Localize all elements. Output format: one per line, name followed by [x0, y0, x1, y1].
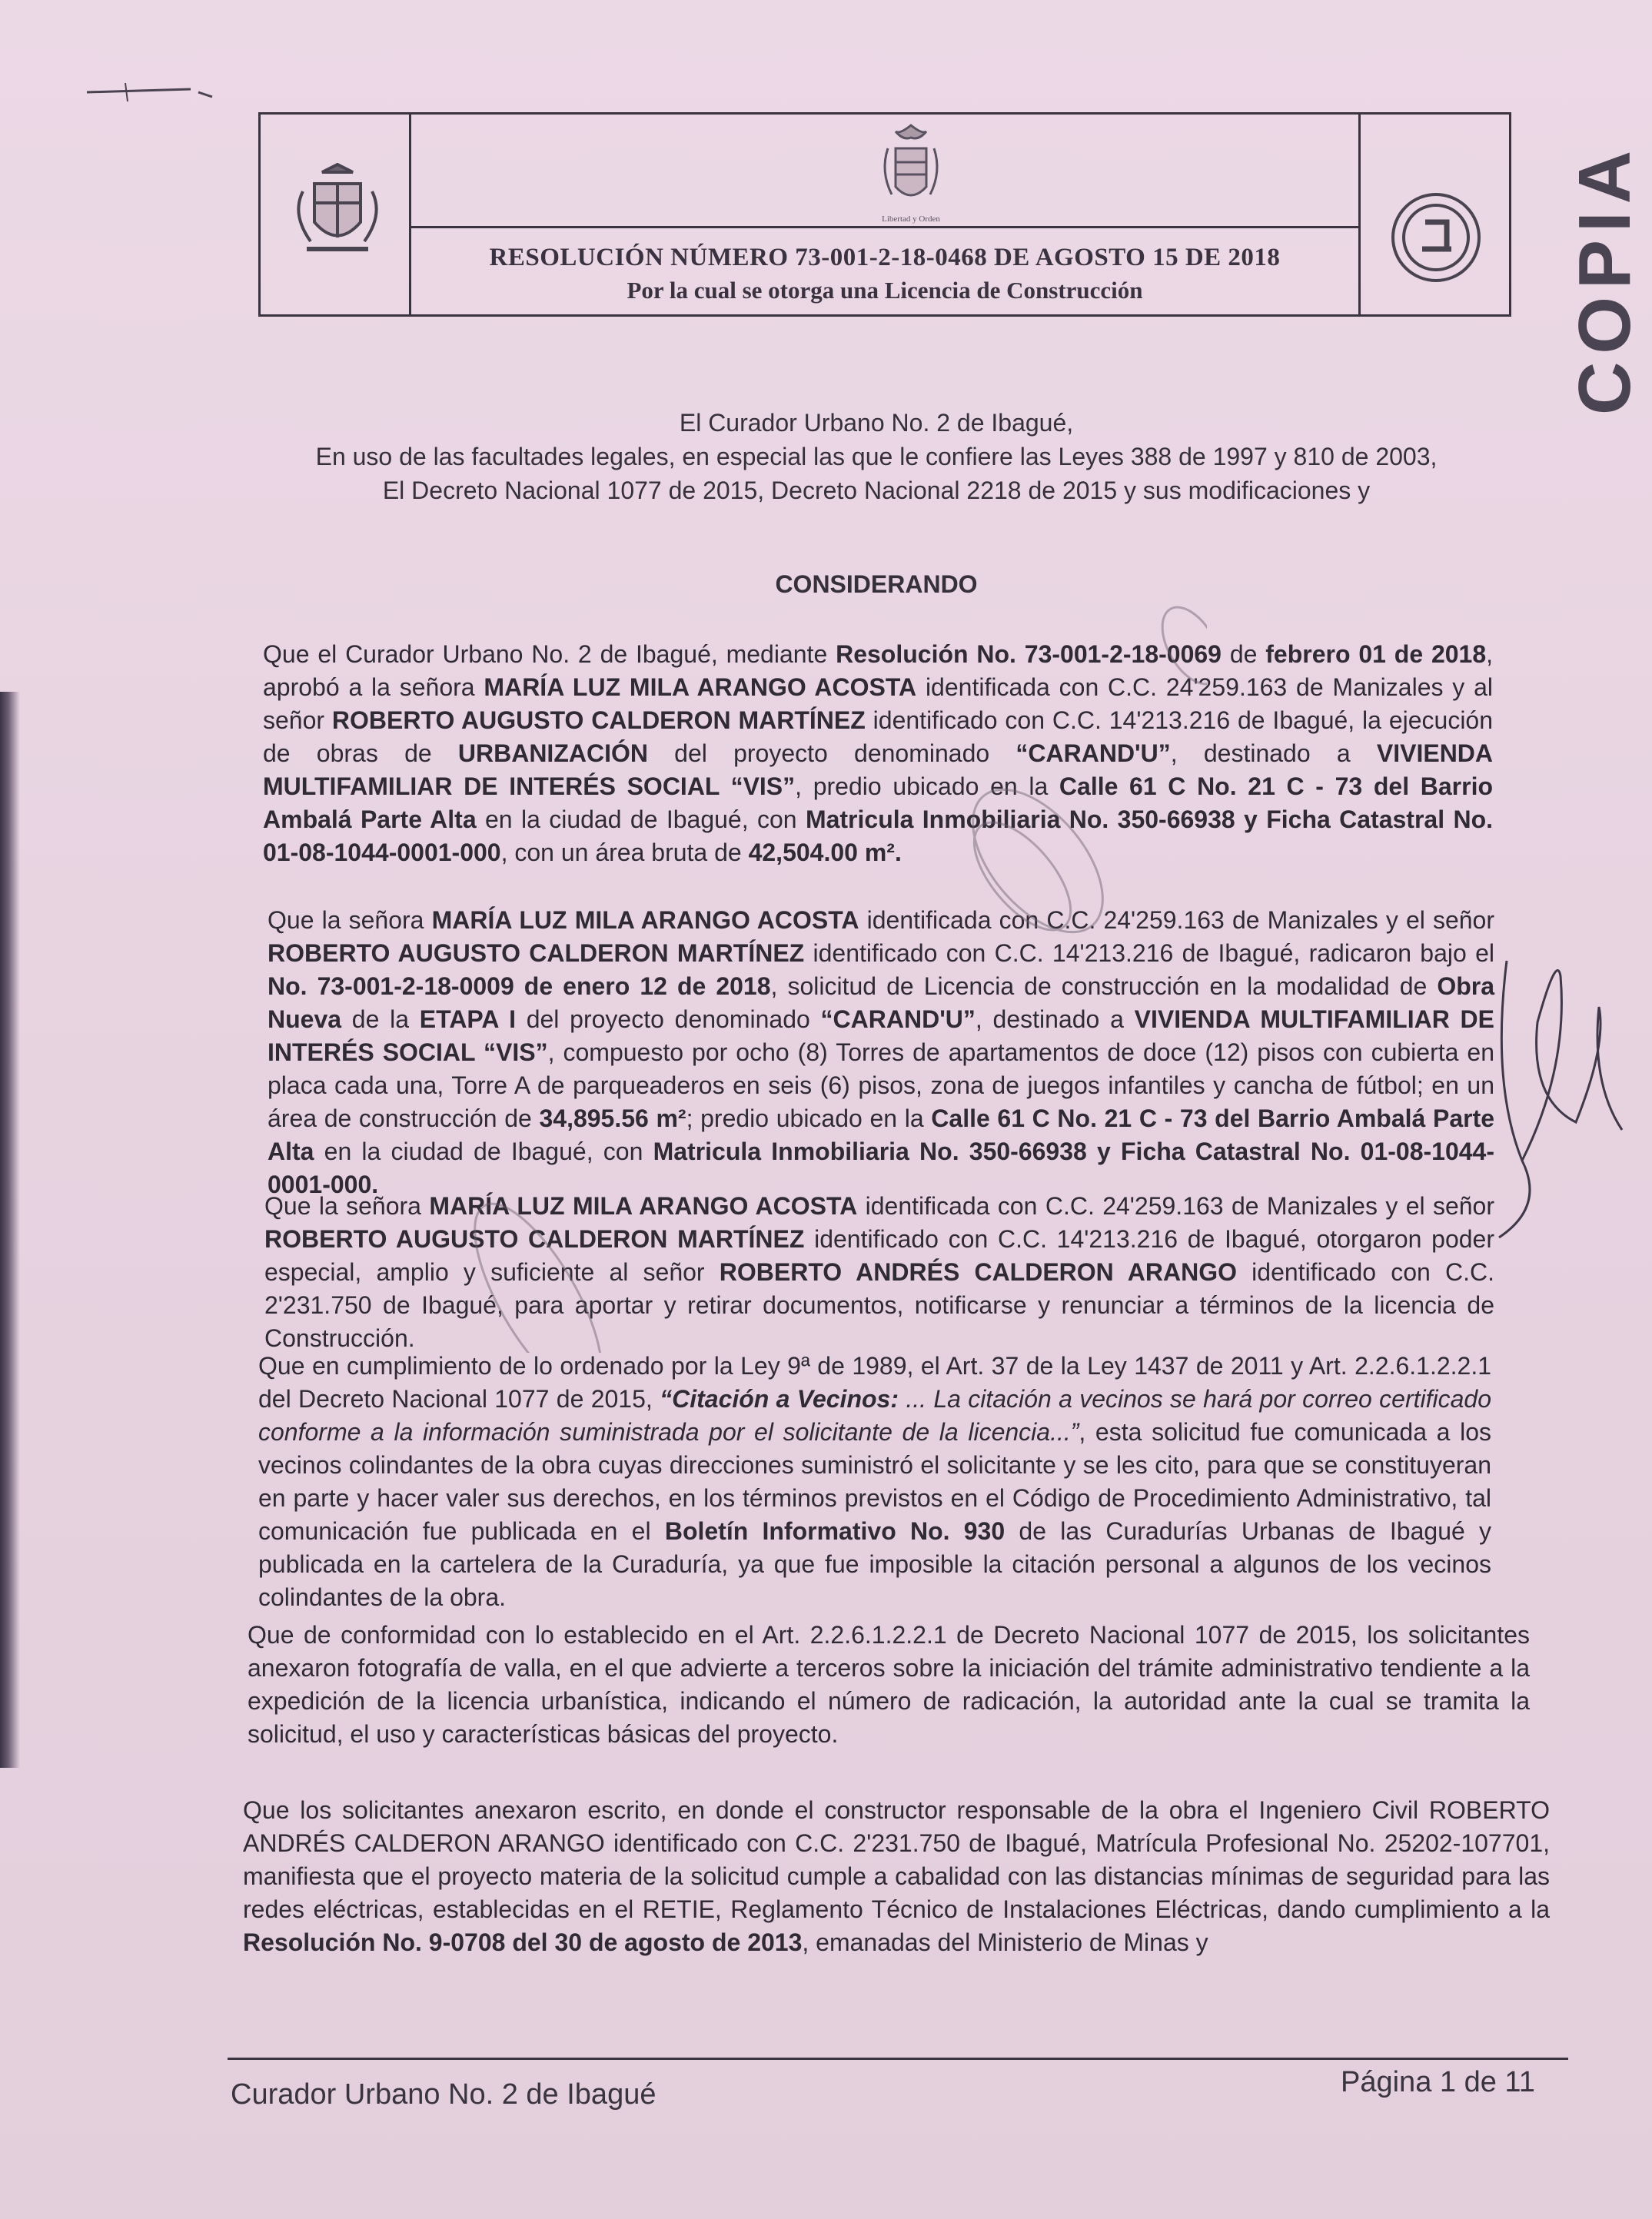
paragraph-run: identificado con C.C. 14'213.216 de Ibagué, la ejecución de obras de	[263, 706, 1494, 767]
paragraph-run: , predio ubicado en la	[795, 772, 1059, 800]
paragraph-run: febrero 01 de 2018	[1265, 640, 1487, 668]
page-number: Página 1 de 11	[1341, 2066, 1535, 2098]
paragraph-run: Matricula Inmobiliaria No. 350-66938 y Ficha Catastral No. 01-08-1044-0001-000.	[268, 1138, 1495, 1198]
paragraph-run: Que la señora	[264, 1192, 430, 1220]
handwritten-signature	[1476, 930, 1630, 1253]
preamble-line-3: El Decreto Nacional 1077 de 2015, Decreto Nacional 2218 de 2015 y sus modificaciones y	[382, 477, 1371, 504]
footer-office-name: Curador Urbano No. 2 de Ibagué	[231, 2078, 656, 2111]
paragraph-run: en la ciudad de Ibagué, con	[314, 1138, 653, 1165]
page-edge-shadow	[0, 692, 20, 1768]
paragraph-run: 34,895.56 m²	[539, 1105, 686, 1132]
paragraph-run: identificada con C.C. 24'259.163 de Manizales y el señor	[859, 906, 1495, 934]
colombia-emblem-cell	[411, 115, 1358, 228]
paragraph-run: Que los solicitantes anexaron escrito, en donde el constructor responsable de la obra el Ingeniero Civil ROBERTO ANDRÉS CALDERON ARANGO identificado con C.C. 2'231.750 de Ibagué, Matrícula Profesional No. 25202-107701, manifiesta que el proyecto materia de la solicitud cumple a cabalidad con las distancias mínimas de seguridad para las redes eléctricas, establecidas en el RETIE, Reglamento Técnico de Instalaciones Eléctricas, dando cumplimiento a la	[243, 1796, 1550, 1923]
preamble-line-2: En uso de las facultades legales, en especial las que le confiere las Leyes 388 de 1997 y 810 de 2003,	[315, 443, 1438, 470]
paragraph-5	[248, 1619, 1530, 1751]
paragraph-run: ROBERTO AUGUSTO CALDERON MARTÍNEZ	[264, 1225, 805, 1253]
paragraph-run: MARÍA LUZ MILA ARANGO ACOSTA	[484, 673, 917, 701]
paragraph-run: Que de conformidad con lo establecido en el Art. 2.2.6.1.2.2.1 de Decreto Nacional 1077 de 2015, los solicitantes anexaron fotografía de valla, en el que advierte a terceros sobre la iniciación del trámite administrativo tendiente a la expedición de la licencia urbanística, indicando el número de radicación, la autoridad ante la cual se tramita la solicitud, el uso y características básicas del proyecto.	[248, 1621, 1530, 1748]
paragraph-run: ; predio ubicado en la	[686, 1105, 932, 1132]
resolution-subtitle: Por la cual se otorga una Licencia de Construcción	[627, 277, 1143, 304]
resolution-title: RESOLUCIÓN NÚMERO 73-001-2-18-0468 DE AGOSTO 15 DE 2018	[489, 244, 1281, 271]
ibague-coat-of-arms-cell	[261, 115, 411, 314]
paragraph-run: , compuesto por ocho (8) Torres de apartamentos de doce (12) pisos con cubierta en placa cada una, Torre A de parqueaderos en seis (6) pisos, zona de juegos infantiles y cancha de fútbol; en un área de construcción de	[268, 1038, 1495, 1132]
considerando-heading: CONSIDERANDO	[775, 570, 978, 598]
preamble	[231, 406, 1522, 507]
paragraph-run: en la ciudad de Ibagué, con	[476, 806, 806, 833]
paragraph-run: Boletín Informativo No. 930	[664, 1517, 1005, 1545]
ibague-coat-of-arms-icon	[261, 115, 411, 314]
footer-rule	[228, 2058, 1568, 2060]
paragraph-6	[243, 1794, 1550, 1959]
paragraph-run: , solicitud de Licencia de construcción en la modalidad de	[770, 972, 1438, 1000]
paragraph-run: Resolución No. 73-001-2-18-0069	[836, 640, 1222, 668]
curaduria-seal-cell	[1358, 115, 1509, 314]
paragraph-run: , emanadas del Ministerio de Minas y	[802, 1928, 1208, 1956]
paragraph-run: 42,504.00 m².	[748, 839, 902, 866]
paragraph-run: Obra Nueva	[268, 972, 1495, 1033]
paragraph-run: “CARAND'U”	[820, 1005, 976, 1033]
resolution-header	[258, 112, 1511, 317]
paragraph-run: , aprobó a la señora	[263, 640, 1494, 701]
paragraph-run: MARÍA LUZ MILA ARANGO ACOSTA	[429, 1192, 858, 1220]
paragraph-run: VIVIENDA MULTIFAMILIAR DE INTERÉS SOCIAL “VIS”	[268, 1005, 1494, 1066]
paragraph-run: VIVIENDA MULTIFAMILIAR DE INTERÉS SOCIAL “VIS”	[263, 739, 1494, 800]
paragraph-run: identificado con C.C. 14'213.216 de Ibagué, radicaron bajo el	[804, 939, 1495, 967]
paragraph-run: de la	[341, 1005, 420, 1033]
paragraph-run: de	[1221, 640, 1266, 668]
pencil-mark	[83, 75, 221, 114]
paragraph-run: Calle 61 C No. 21 C - 73 del Barrio Ambalá Parte Alta	[268, 1105, 1495, 1165]
paragraph-run: , destinado a	[975, 1005, 1135, 1033]
paragraph-run: ROBERTO AUGUSTO CALDERON MARTÍNEZ	[331, 706, 866, 734]
paragraph-run: “Citación a Vecinos:	[660, 1385, 899, 1413]
resolution-title-cell	[411, 228, 1358, 314]
paragraph-run: del proyecto denominado	[647, 739, 1016, 767]
paragraph-run: Calle 61 C No. 21 C - 73 del Barrio Ambalá Parte Alta	[263, 772, 1494, 833]
paragraph-run: identificada con C.C. 24'259.163 de Manizales y el señor	[857, 1192, 1495, 1220]
paragraph-run: ROBERTO AUGUSTO CALDERON MARTÍNEZ	[268, 939, 805, 967]
paragraph-run: Que el Curador Urbano No. 2 de Ibagué, mediante	[263, 640, 836, 668]
paragraph-run: Que la señora	[268, 906, 432, 934]
paragraph-run: identificado con C.C. 2'231.750 de Ibagué, para aportar y retirar documentos, notificarse y renunciar a términos de la licencia de Construcción.	[264, 1258, 1495, 1352]
paragraph-run: , destinado a	[1170, 739, 1377, 767]
paragraph-run: de las Curadurías Urbanas de Ibagué y publicada en la cartelera de la Curaduría, ya que fue imposible la citación personal a algunos de los vecinos colindantes de la obra.	[258, 1517, 1492, 1611]
emblem-motto: Libertad y Orden	[882, 214, 940, 224]
paragraph-run: URBANIZACIÓN	[457, 739, 648, 767]
paragraph-run: identificado con C.C. 14'213.216 de Ibagué, otorgaron poder especial, amplio y suficiente al señor	[264, 1225, 1495, 1286]
paragraph-run: “CARAND'U”	[1015, 739, 1171, 767]
curaduria-seal-icon	[1361, 115, 1511, 314]
paragraph-run: identificada con C.C. 24'259.163 de Manizales y al señor	[263, 673, 1494, 734]
paragraph-run: , esta solicitud fue comunicada a los vecinos colindantes de la obra cuyas direcciones suministró el solicitante y se les cito, para que se constituyeran en parte y hacer valer sus derechos, en los términos previstos en el Código de Procedimiento Administrativo, tal comunicación fue publicada en el	[258, 1418, 1491, 1545]
paragraph-run: MARÍA LUZ MILA ARANGO ACOSTA	[431, 906, 859, 934]
paragraph-run: ROBERTO ANDRÉS CALDERON ARANGO	[719, 1258, 1237, 1286]
paragraph-run: Que en cumplimiento de lo ordenado por la Ley 9ª de 1989, el Art. 37 de la Ley 1437 de 2011 y Art. 2.2.6.1.2.2.1 del Decreto Nacional 1077 de 2015,	[258, 1352, 1491, 1413]
paragraph-run: Resolución No. 9-0708 del 30 de agosto de 2013	[243, 1928, 803, 1956]
paragraph-run: ETAPA I	[419, 1005, 516, 1033]
paragraph-run: del proyecto denominado	[515, 1005, 821, 1033]
paragraph-run: Matricula Inmobiliaria No. 350-66938 y Ficha Catastral No. 01-08-1044-0001-000	[263, 806, 1494, 866]
colombia-coat-of-arms-icon	[873, 118, 949, 225]
faint-stamp-marks	[438, 584, 1207, 1353]
paragraph-run: No. 73-001-2-18-0009 de enero 12 de 2018	[268, 972, 771, 1000]
paragraph-run: , con un área bruta de	[500, 839, 749, 866]
paragraph-run: ... La citación a vecinos se hará por correo certificado conforme a la información suministrada por el solicitante de la licencia...”	[258, 1385, 1492, 1446]
copia-stamp	[1568, 338, 1642, 415]
paragraph-4	[258, 1350, 1491, 1614]
preamble-line-1: El Curador Urbano No. 2 de Ibagué,	[679, 409, 1074, 437]
